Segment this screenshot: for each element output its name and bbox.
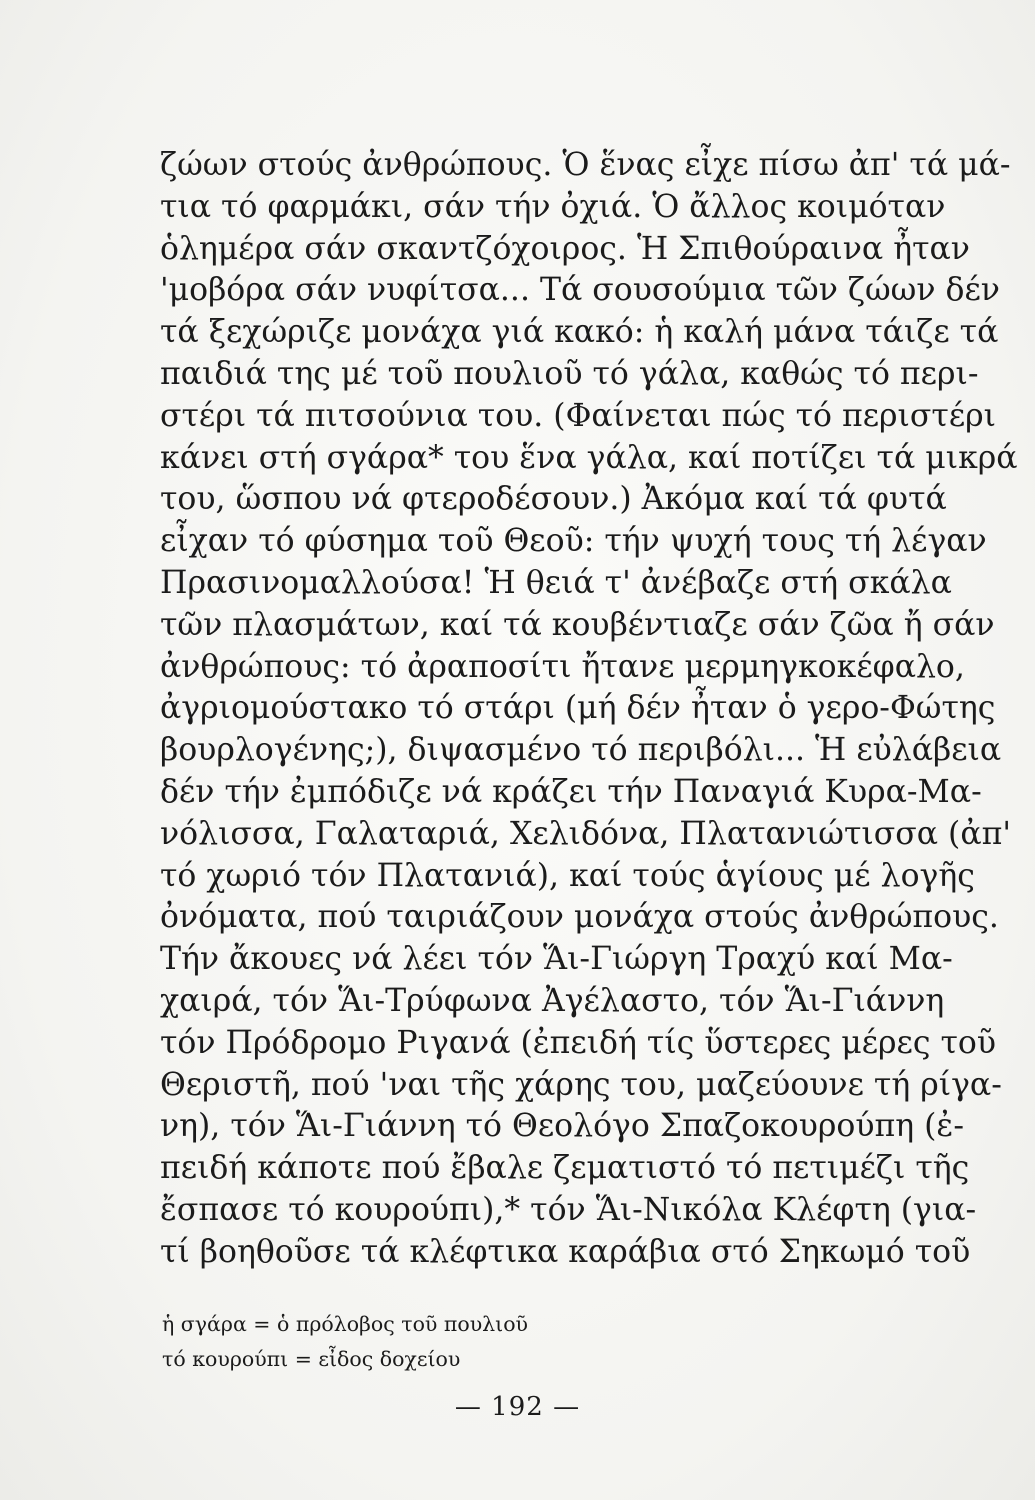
text-line: κάνει στή σγάρα* του ἕνα γάλα, καί ποτίζει τά μικρά: [160, 439, 1018, 476]
text-line: τόν Πρόδρομο Ριγανά (ἐπειδή τίς ὕστερες μέρες τοῦ: [160, 1024, 997, 1061]
footnotes: [162, 1307, 582, 1377]
text-line: νη), τόν Ἅι-Γιάννη τό Θεολόγο Σπαζοκουρούπη (ἐ-: [160, 1108, 964, 1145]
text-line: πειδή κάποτε πού ἔβαλε ζεματιστό τό πετιμέζι τῆς: [160, 1150, 970, 1187]
page-body-text: [160, 145, 1018, 1274]
text-line: ἀνθρώπους: τό ἀραποσίτι ἤτανε μερμηγκοκέφαλο,: [160, 648, 965, 685]
text-line: εἶχαν τό φύσημα τοῦ Θεοῦ: τήν ψυχή τους τή λέγαν: [160, 523, 987, 560]
text-line: 'μοβόρα σάν νυφίτσα... Τά σουσούμια τῶν ζώων δέν: [160, 272, 1000, 309]
text-line: τῶν πλασμάτων, καί τά κουβέντιαζε σάν ζῶα ἤ σάν: [160, 606, 995, 643]
text-line: δέν τήν ἐμπόδιζε νά κράζει τήν Παναγιά Κυρα-Μα-: [160, 773, 982, 810]
text-line: τό χωριό τόν Πλατανιά), καί τούς ἁγίους μέ λογῆς: [160, 857, 975, 894]
text-line: ἔσπασε τό κουρούπι),* τόν Ἅι-Νικόλα Κλέφτη (για-: [160, 1191, 977, 1228]
text-line: του, ὥσπου νά φτεροδέσουν.) Ἀκόμα καί τά φυτά: [160, 481, 947, 518]
text-line: παιδιά της μέ τοῦ πουλιοῦ τό γάλα, καθώς τό περι-: [160, 355, 979, 392]
text-line: χαιρά, τόν Ἅι-Τρύφωνα Ἀγέλαστο, τόν Ἅι-Γιάννη: [160, 982, 945, 1019]
text-line: ὀνόματα, πού ταιριάζουν μονάχα στούς ἀνθρώπους.: [160, 899, 999, 936]
text-line: Πρασινομαλλούσα! Ἡ θειά τ' ἀνέβαζε στή σκάλα: [160, 564, 952, 601]
text-line: στέρι τά πιτσούνια του. (Φαίνεται πώς τό περιστέρι: [160, 397, 997, 434]
text-line: Θεριστῆ, πού 'ναι τῆς χάρης του, μαζεύουνε τή ρίγα-: [160, 1066, 1002, 1103]
text-line: βουρλογένης;), διψασμένο τό περιβόλι... Ἡ εὐλάβεια: [160, 732, 1002, 769]
text-line: ὁλημέρα σάν σκαντζόχοιρος. Ἡ Σπιθούραινα ἦταν: [160, 230, 970, 267]
footnote: ἡ σγάρα = ὁ πρόλοβος τοῦ πουλιοῦ: [162, 1312, 529, 1336]
text-line: νόλισσα, Γαλαταριά, Χελιδόνα, Πλατανιώτισσα (ἀπ': [160, 815, 1011, 852]
page-number: — 192 —: [454, 1392, 581, 1422]
text-line: ἀγριομούστακο τό στάρι (μή δέν ἦταν ὁ γερο-Φώτης: [160, 690, 996, 727]
text-line: ζώων στούς ἀνθρώπους. Ὁ ἕνας εἶχε πίσω ἀπ' τά μά-: [160, 147, 1011, 183]
text-line: Τήν ἄκουες νά λέει τόν Ἅι-Γιώργη Τραχύ καί Μα-: [160, 941, 953, 978]
footnote: τό κουρούπι = εἶδος δοχείου: [162, 1347, 461, 1371]
text-line: τια τό φαρμάκι, σάν τήν ὀχιά. Ὁ ἄλλος κοιμόταν: [160, 188, 946, 225]
text-line: τί βοηθοῦσε τά κλέφτικα καράβια στό Σηκωμό τοῦ: [160, 1233, 971, 1270]
text-line: τά ξεχώριζε μονάχα γιά κακό: ἡ καλή μάνα τάιζε τά: [160, 314, 999, 351]
